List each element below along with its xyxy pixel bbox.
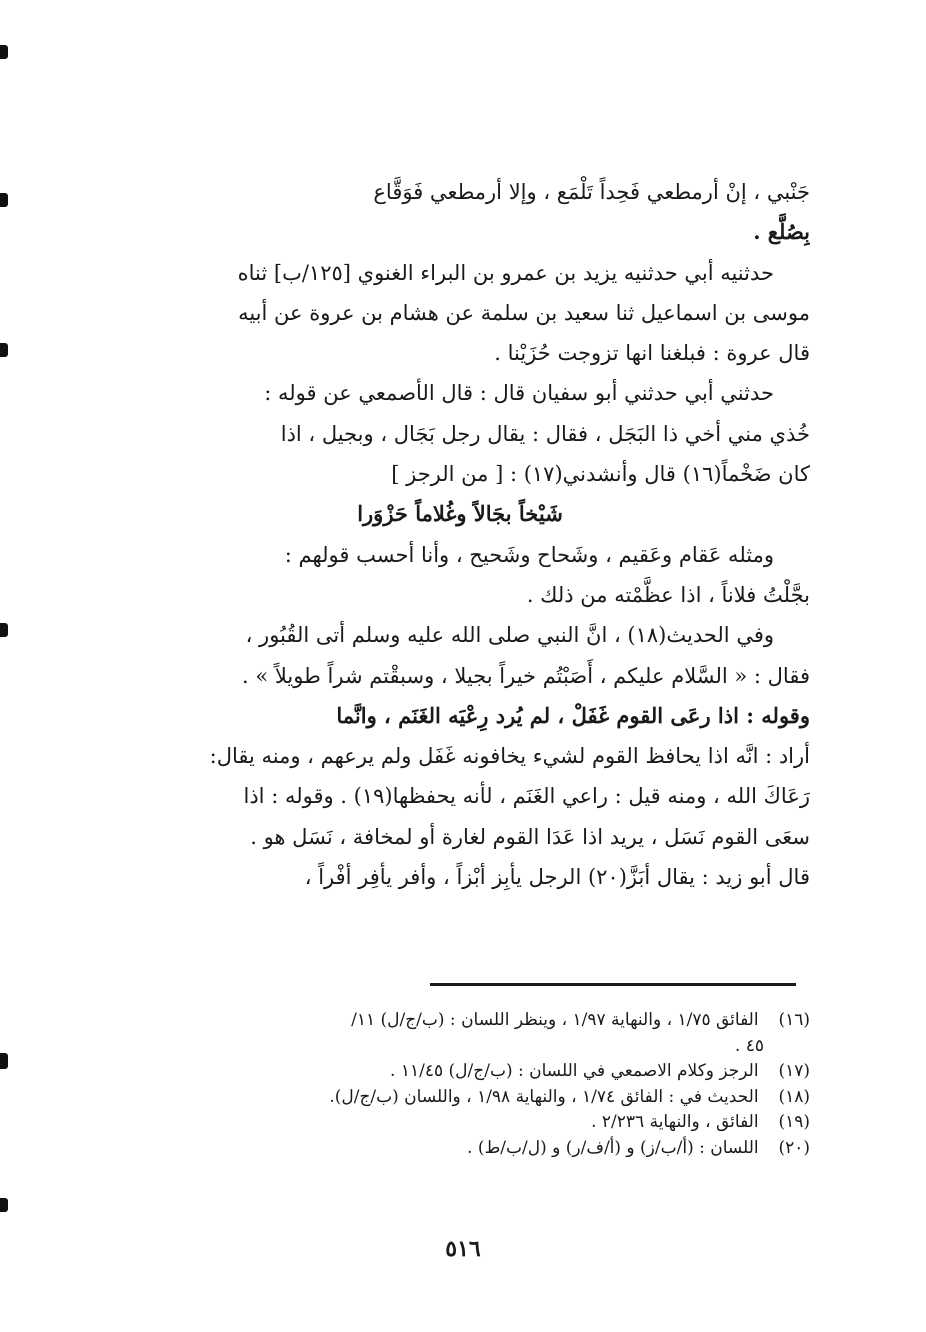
footnote <box>150 1085 810 1111</box>
footnote-number: (٢٠) <box>778 1137 810 1158</box>
footnote <box>150 1008 810 1034</box>
text-line: جَنْبي ، إنْ أرمطعي فَحِداً تَلْمَع ، وإلا أرمطعي فَوَقَّاع <box>373 180 810 204</box>
text-line: بجَّلْتُ فلاناً ، اذا عظَّمْته من ذلك . <box>526 582 810 607</box>
footnote-text: الرجز وكلام الاصمعي في اللسان : (ب/ج/ل) ١١/٤٥ . <box>390 1061 759 1081</box>
text-line: قال عروة : فبلغنا انها تزوجت حُزَيْنا . <box>494 341 810 366</box>
text-line: وفي الحديث(١٨) ، انَّ النبي صلى الله عليه وسلم أتى القُبُور ، <box>245 623 774 648</box>
binding-mark <box>0 1198 8 1212</box>
page-number: ٥١٦ <box>445 1236 481 1262</box>
footnote-number: (١٩) <box>778 1112 810 1132</box>
text-line: ومثله عَقام وعَقيم ، وشَحاح وشَحيح ، وأنا أحسب قولهم : <box>284 542 774 567</box>
verse-line: شَيْخاً بجَالاً وغُلاماً حَزْوَرا <box>357 501 563 527</box>
footnote-text: الفائق ١/٧٥ ، والنهاية ١/٩٧ ، وينظر اللسان : (ب/ج/ل) ١١/ <box>351 1010 759 1030</box>
text-line: فقال : « السَّلام عليكم ، أَصَبْتُم خيراً بجيلا ، وسبقْتم شراً طويلاً » . <box>242 663 810 688</box>
footnote <box>150 1136 810 1162</box>
footnote <box>150 1110 810 1136</box>
text-line: أراد : انَّه اذا يحافظ القوم لشيء يخافونه غَفَل ولم يرعهم ، ومنه يقال: <box>209 744 810 769</box>
text-line: كان ضَخْماً(١٦) قال وأنشدني(١٧) : [ من الرجز ] <box>391 462 810 487</box>
binding-mark <box>0 45 8 59</box>
footnote <box>150 1034 810 1060</box>
text-line: حدثني أبي حدثني أبو سفيان قال : قال الأصمعي عن قوله : <box>264 381 774 406</box>
text-line: سعَى القوم نَسَل ، يريد اذا عَدَا القوم لغارة أو لمخافة ، نَسَل هو . <box>250 824 810 849</box>
footnote <box>150 1059 810 1085</box>
text-line: رَعَاكَ الله ، ومنه قيل : راعي الغَنَم ، لأنه يحفظها(١٩) . وقوله : اذا <box>243 784 810 809</box>
footnotes <box>150 1008 810 1161</box>
footnote-text: الفائق ، والنهاية ٢/٢٣٦ . <box>591 1112 759 1132</box>
text-line: خُذي مني أخي ذا البَجَل ، فقال : يقال رجل بَجَال ، وبجيل ، اذا <box>280 421 810 446</box>
binding-mark <box>0 193 8 207</box>
footnote-number: (١٨) <box>778 1086 810 1107</box>
text-line: قال أبو زيد : يقال أبَزَّ(٢٠) الرجل يأبِز أبْزاً ، وأفر يأفِر أفْراً ، <box>304 865 810 890</box>
footnote-text: ٤٥ . <box>734 1035 764 1056</box>
footnote-separator <box>430 983 796 986</box>
text-line: موسى بن اسماعيل ثنا سعيد بن سلمة عن هشام بن عروة عن أبيه <box>238 300 810 325</box>
footnote-text: الحديث في : الفائق ١/٧٤ ، والنهاية ١/٩٨ ، واللسان (ب/ج/ل). <box>329 1086 759 1107</box>
footnote-number: (١٧) <box>778 1061 810 1081</box>
text-line: وقوله : اذا رعَى القوم غَفَلْ ، لم يُرد رِعْيَه الغَنَم ، وانَّما <box>336 702 810 728</box>
text-line: بِصُلَّع . <box>753 219 810 245</box>
footnote-number: (١٦) <box>778 1010 810 1030</box>
binding-mark <box>0 623 8 637</box>
binding-mark <box>0 1053 8 1069</box>
footnote-text: اللسان : (أ/ب/ز) و (أ/ف/ر) و (ل/ب/ط) . <box>467 1137 759 1158</box>
text-line: حدثنيه أبي حدثنيه يزيد بن عمرو بن البراء الغنوي [١٢٥/ب] ثناه <box>237 260 774 285</box>
binding-mark <box>0 343 8 357</box>
main-text <box>150 172 810 897</box>
